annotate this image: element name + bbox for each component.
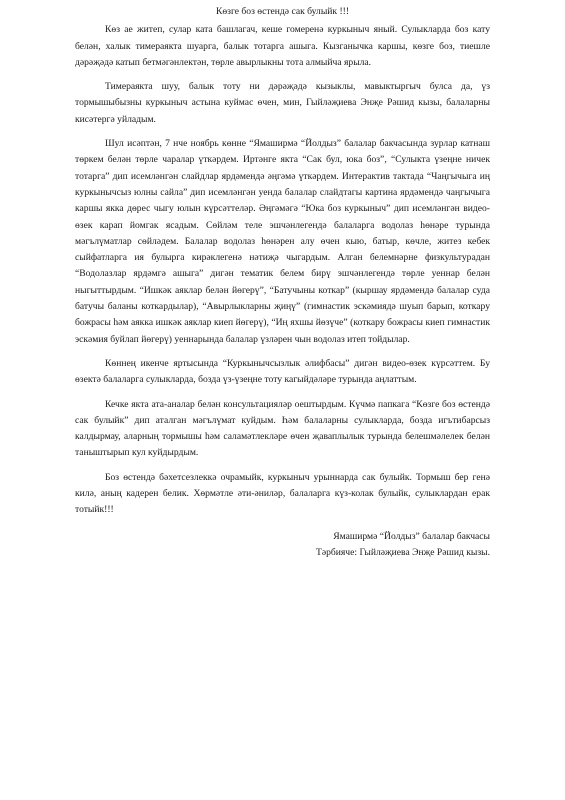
- signature-author: Тәрбияче: Гыйләҗиева Энҗе Рәшид кызы.: [315, 546, 490, 558]
- paragraph-intro: Көз ае житеп, сулар ката башлагач, кеше гомеренә куркыныч яный. Сулыкларда боз кату белән, халык тимераякта шуарга, балык тотарга ашыга. Кызганычка каршы, көзге боз, тиешле дәрәҗәдә катып бетмәгәнлектән, төрле авырлыкны тота алмыйча ярыла.: [75, 24, 490, 68]
- signature-organization: Ямаширмә “Йолдыз” балалар бакчасы: [333, 530, 490, 542]
- paragraph-activities: Шул исәптән, 7 нче ноябрь көнне “Ямаширмә “Йолдыз” балалар бакчасында зурлар катнаш төркем белән төрле чаралар үткәрдем. Иртәнге якта “Сак бул, юка боз”, “Сулыкта үзеңне ничек тотарга” дип исемләнгән слайдлар ярдәмендә әңгәмә үткәрдем. Интерактив тактада “Чаңгычыга иң куркынычсыз юлны сайла” дип исемләнгән уенда балалар слайдтагы картина ярдәмендә чаңгычыга каршы якка дөрес чыгу юлын күрсәттеләр. Әңгәмәгә “Юка боз куркыныч” дип исемләнгән видео-өзек карап йомгак ясадым. Сөйләм теле эшчәнлегендә балаларга водолаз һөнәре турында мәгълүматлар сөйләдем. Балалар водолаз һөнәрен алу өчен кыю, батыр, көчле, житез кебек сыйфатларга ия булырга кирәклегенә нәтиҗә чыгардым. Алган белемнәрне физкультурадан “Водолазлар ярдәмгә ашыга” дигән тематик белем бирү эшчәнлегендә төрле уеннар белән ныгыттырдым. “Ишкәк аяклар белән йөгерү”, “Батучыны коткар” (кыршау ярдәмендә балалар суда батучы баланы коткардылар), “Авырлыкларны җиңү” (гимнастик эскәмиядә шуып барып, коткару божрасы һәм аякка ишкәк аяклар киеп йөгерү), “Иң яхшы йөзүче” (коткару божрасы киеп гимнастик эскәмия буйлап йөгерү) уеннарында балалар үзләрен чын водолаз итеп тойдылар.: [75, 138, 490, 345]
- paragraph-afternoon: Көннең икенче яртысында “Куркынычсызлык әлифбасы” дигән видео-өзек күрсәттем. Бу өзектә балаларга сулыкларда, бозда үз-үзеңне тоту кагыйдәләре турында аңлаттым.: [75, 357, 490, 386]
- paragraph-parents: Кечке якта ата-аналар белән консультацияләр оештырдым. Күчмә папкага “Көзге боз өстендә сак булыйк” дип аталган мәгълүмат куйдым. Һәм балаларны сулыкларда, бозда игътибарсыз калдырмау, аларның тормышы һәм саламәтлекләре өчен җаваплылык турында белешмәлелек белән таныштырып кул куйдырдым.: [75, 398, 490, 459]
- paragraph-purpose: Тимераякта шуу, балык тоту ни дәрәҗәдә кызыклы, мавыктыргыч булса да, үз тормышыбызны куркыныч астына куймас өчен, мин, Гыйләҗиева Энҗе Рәшид кызы, балаларны кисәтергә уйладым.: [75, 81, 490, 125]
- document-title: Көзге боз өстендә сак булыйк !!!: [215, 6, 350, 17]
- paragraph-closing: Боз өстендә бәхетсезлеккә очрамыйк, куркыныч урыннарда сак булыйк. Тормыш бер генә килә, аның кадерен белик. Хөрмәтле әти-әниләр, балаларга күз-колак булыйк, сулыклардан ерак тотыйк!!!: [75, 471, 490, 516]
